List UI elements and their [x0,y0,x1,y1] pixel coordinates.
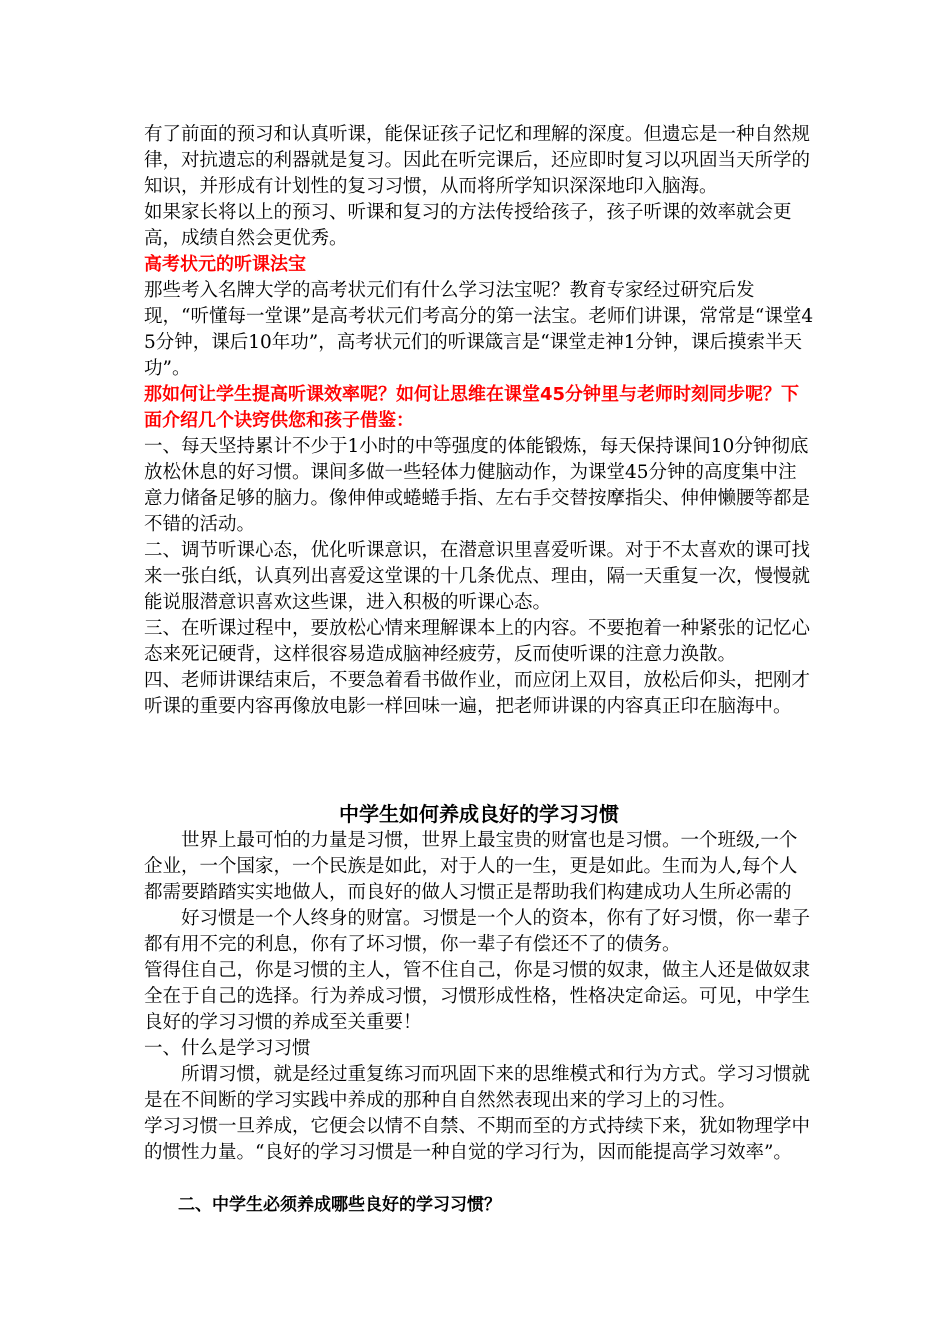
page-title: 中学生如何养成良好的学习习惯 [339,802,619,826]
heading-top-scorer-tips: 高考状元的听课法宝 [144,254,306,275]
paragraph-top-scorers: 那些考入名牌大学的高考状元们有什么学习法宝呢？教育专家经过研究后发现，“听懂每一堂课”是高考状元们考高分的第一法宝。老师们讲课，常常是“课堂45分钟，课后10年功”，高考状元们的听课箴言是“课堂走神1分钟，课后摸索半天功”。 [144,280,814,379]
tip-mindset: 二、调节听课心态，优化听课意识，在潜意识里喜爱听课。对于不太喜欢的课可找来一张白纸，认真列出喜爱这堂课的十几条优点、理由，隔一天重复一次，慢慢就能说服潜意识喜欢这些课，进入积极的听课心态。 [144,540,811,613]
paragraph-self-control: 管得住自己，你是习惯的主人，管不住自己，你是习惯的奴隶，做主人还是做奴隶全在于自己的选择。行为养成习惯，习惯形成性格，性格决定命运。可见，中学生良好的学习习惯的养成至关重要！ [144,960,811,1033]
paragraph-habit-inertia: 学习习惯一旦养成，它便会以情不自禁、不期而至的方式持续下来，犹如物理学中的惯性力量。“良好的学习习惯是一种自觉的学习行为，因而能提高学习效率”。 [144,1116,811,1163]
paragraph-review: 有了前面的预习和认真听课，能保证孩子记忆和理解的深度。但遗忘是一种自然规律，对抗遗忘的利器就是复习。因此在听完课后，还应即时复习以巩固当天所学的知识，并形成有计划性的复习习惯，从而将所学知识深深地印入脑海。 [144,124,811,197]
tip-exercise: 一、每天坚持累计不少于1小时的中等强度的体能锻炼，每天保持课间10分钟彻底放松休息的好习惯。课间多做一些轻体力健脑动作，为课堂45分钟的高度集中注意力储备足够的脑力。像伸伸或蜷蜷手指、左右手交替按摩指尖、伸伸懒腰等都是不错的活动。 [144,436,811,535]
paragraph-power-of-habit: 世界上最可怕的力量是习惯，世界上最宝贵的财富也是习惯。一个班级,一个企业，一个国家，一个民族是如此，对于人的一生，更是如此。生而为人,每个人都需要踏踏实实地做人，而良好的做人习惯正是帮助我们构建成功人生所必需的 [144,830,798,903]
paragraph-habit-definition: 所谓习惯，就是经过重复练习而巩固下来的思维模式和行为方式。学习习惯就是在不间断的学习实践中养成的那种自自然然表现出来的学习上的习性。 [144,1064,811,1111]
section-spacer [144,720,814,800]
tip-relax: 三、在听课过程中，要放松心情来理解课本上的内容。不要抱着一种紧张的记忆心态来死记硬背，这样很容易造成脑神经疲劳，反而使听课的注意力涣散。 [144,618,811,665]
heading-which-habits: 二、中学生必须养成哪些良好的学习习惯？ [178,1195,501,1215]
paragraph-parents-advice: 如果家长将以上的预习、听课和复习的方法传授给孩子，孩子听课的效率就会更高，成绩自然会更优秀。 [144,202,792,249]
document-page [144,122,814,1218]
heading-what-is-habit: 一、什么是学习习惯 [144,1038,311,1059]
paragraph-habit-wealth: 好习惯是一个人终身的财富。习惯是一个人的资本，你有了好习惯，你一辈子都有用不完的利息，你有了坏习惯，你一辈子有偿还不了的债务。 [144,908,811,955]
heading-spacer [144,1166,814,1192]
tip-recall: 四、老师讲课结束后，不要急着看书做作业，而应闭上双目，放松后仰头，把刚才听课的重要内容再像放电影一样回味一遍，把老师讲课的内容真正印在脑海中。 [144,670,811,717]
question-efficiency: 那如何让学生提高听课效率呢？如何让思维在课堂45分钟里与老师时刻同步呢？下面介绍几个诀窍供您和孩子借鉴： [144,384,800,431]
